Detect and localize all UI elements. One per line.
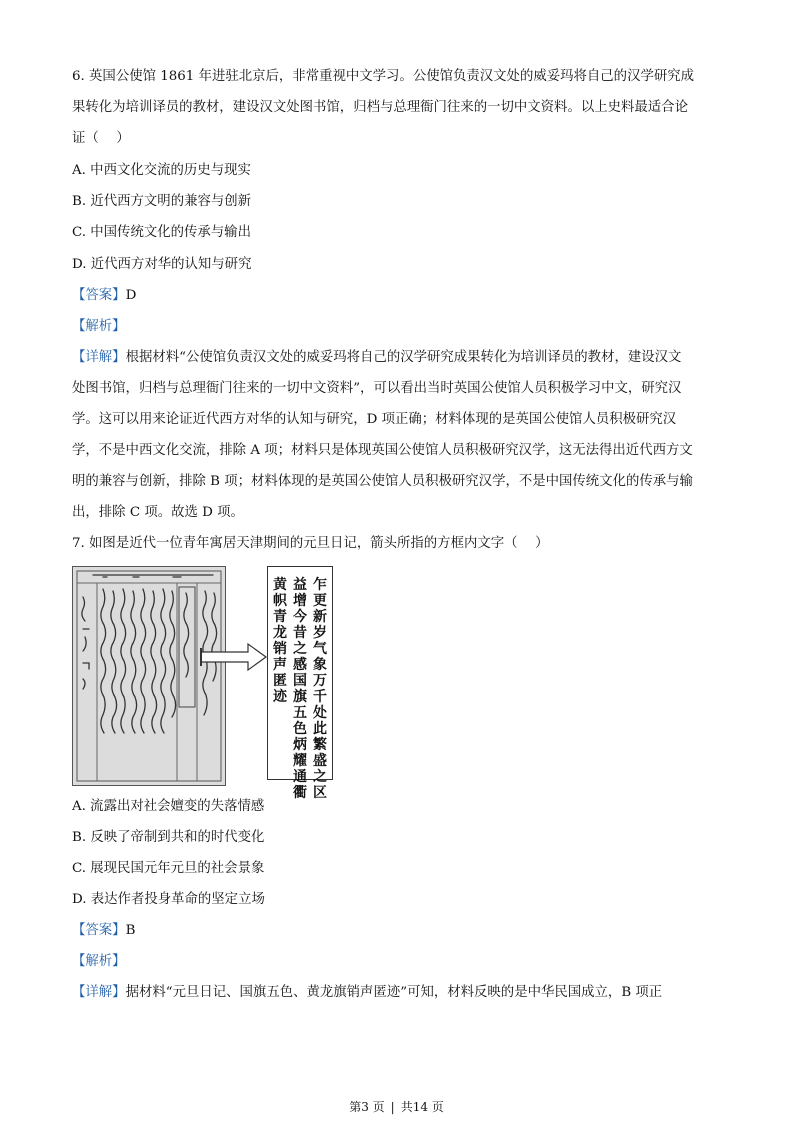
q7-detail-tag: 【详解】 xyxy=(72,985,126,1000)
box-column-1: 乍 更 新 岁 气 象 万 千 处 此 繁 盛 之 区 xyxy=(313,577,327,801)
footer-total-pages: 共14 页 xyxy=(400,1100,444,1114)
q7-answer-value: B xyxy=(125,923,136,938)
footer-separator: | xyxy=(390,1100,395,1114)
q6-detail-line-1 xyxy=(72,349,681,367)
quoted-text-box xyxy=(267,566,333,801)
q7-option-b: B. 反映了帝制到共和的时代变化 xyxy=(72,830,265,845)
q6-analysis-tag xyxy=(72,318,126,336)
q7-detail-line-1 xyxy=(72,984,662,1002)
q6-answer xyxy=(72,287,136,305)
q7-diary-figure xyxy=(72,566,337,801)
q7-option-d: D. 表达作者投身革命的坚定立场 xyxy=(72,892,265,907)
q7-option-c: C. 展现民国元年元旦的社会景象 xyxy=(72,861,265,876)
q6-detail-line-3: 学。这可以用来论证近代西方对华的认知与研究，D 项正确；材料体现的是英国公使馆人员积极研究汉 xyxy=(72,412,677,427)
pointer-arrow-icon xyxy=(200,642,270,672)
q6-option-b: B. 近代西方文明的兼容与创新 xyxy=(72,194,252,209)
q7-analysis-tag xyxy=(72,953,126,971)
q7-analysis-label: 【解析】 xyxy=(72,954,126,969)
q6-detail-tag: 【详解】 xyxy=(72,350,126,365)
q6-detail-line-4: 学，不是中西文化交流，排除 A 项；材料只是体现英国公使馆人员积极研究汉学，这无法得出近代西方文 xyxy=(72,443,693,458)
q6-option-c: C. 中国传统文化的传承与输出 xyxy=(72,225,251,240)
q6-detail-line-2: 处图书馆，归档与总理衙门往来的一切中文资料”，可以看出当时英国公使馆人员积极学习中文，研究汉 xyxy=(72,381,682,396)
q6-option-a: A. 中西文化交流的历史与现实 xyxy=(72,163,251,178)
diary-scan-image xyxy=(72,566,226,786)
q7-answer xyxy=(72,922,135,940)
q7-stem: 7. 如图是近代一位青年寓居天津期间的元旦日记，箭头所指的方框内文字（ ） xyxy=(72,536,549,551)
q6-option-d: D. 近代西方对华的认知与研究 xyxy=(72,257,252,272)
q6-stem-line-2: 果转化为培训译员的教材，建设汉文处图书馆，归档与总理衙门往来的一切中文资料。以上史料最适合论 xyxy=(72,100,688,115)
q6-detail-line-6: 出，排除 C 项。故选 D 项。 xyxy=(72,505,244,520)
q6-detail-line-5: 明的兼容与创新，排除 B 项；材料体现的是英国公使馆人员积极研究汉学，不是中国传统文化的传承与输 xyxy=(72,474,693,489)
box-column-3: 黄 帜 青 龙 销 声 匿 迹 xyxy=(273,577,287,705)
q7-option-a: A. 流露出对社会嬗变的失落情感 xyxy=(72,799,265,814)
q7-detail-text: 据材料“元旦日记、国旗五色、黄龙旗销声匿迹”可知，材料反映的是中华民国成立，B 项正 xyxy=(125,985,663,1000)
q6-answer-value: D xyxy=(125,288,137,303)
diary-handwriting-icon xyxy=(73,567,225,785)
q7-answer-tag: 【答案】 xyxy=(72,923,126,938)
q6-stem-line-3: 证（ ） xyxy=(72,131,130,146)
q6-answer-tag: 【答案】 xyxy=(72,288,126,303)
page-footer xyxy=(0,1098,793,1115)
footer-page-number: 第3 页 xyxy=(349,1100,385,1114)
q6-detail-text-1: 根据材料“公使馆负责汉文处的威妥玛将自己的汉学研究成果转化为培训译员的教材，建设汉文 xyxy=(125,350,682,365)
box-column-2: 益 增 今 昔 之 感 国 旗 五 色 炳 耀 通 衢 xyxy=(293,577,307,801)
q6-stem-line-1: 6. 英国公使馆 1861 年进驻北京后，非常重视中文学习。公使馆负责汉文处的威妥玛将自己的汉学研究成 xyxy=(72,69,695,84)
q6-analysis-label: 【解析】 xyxy=(72,319,126,334)
